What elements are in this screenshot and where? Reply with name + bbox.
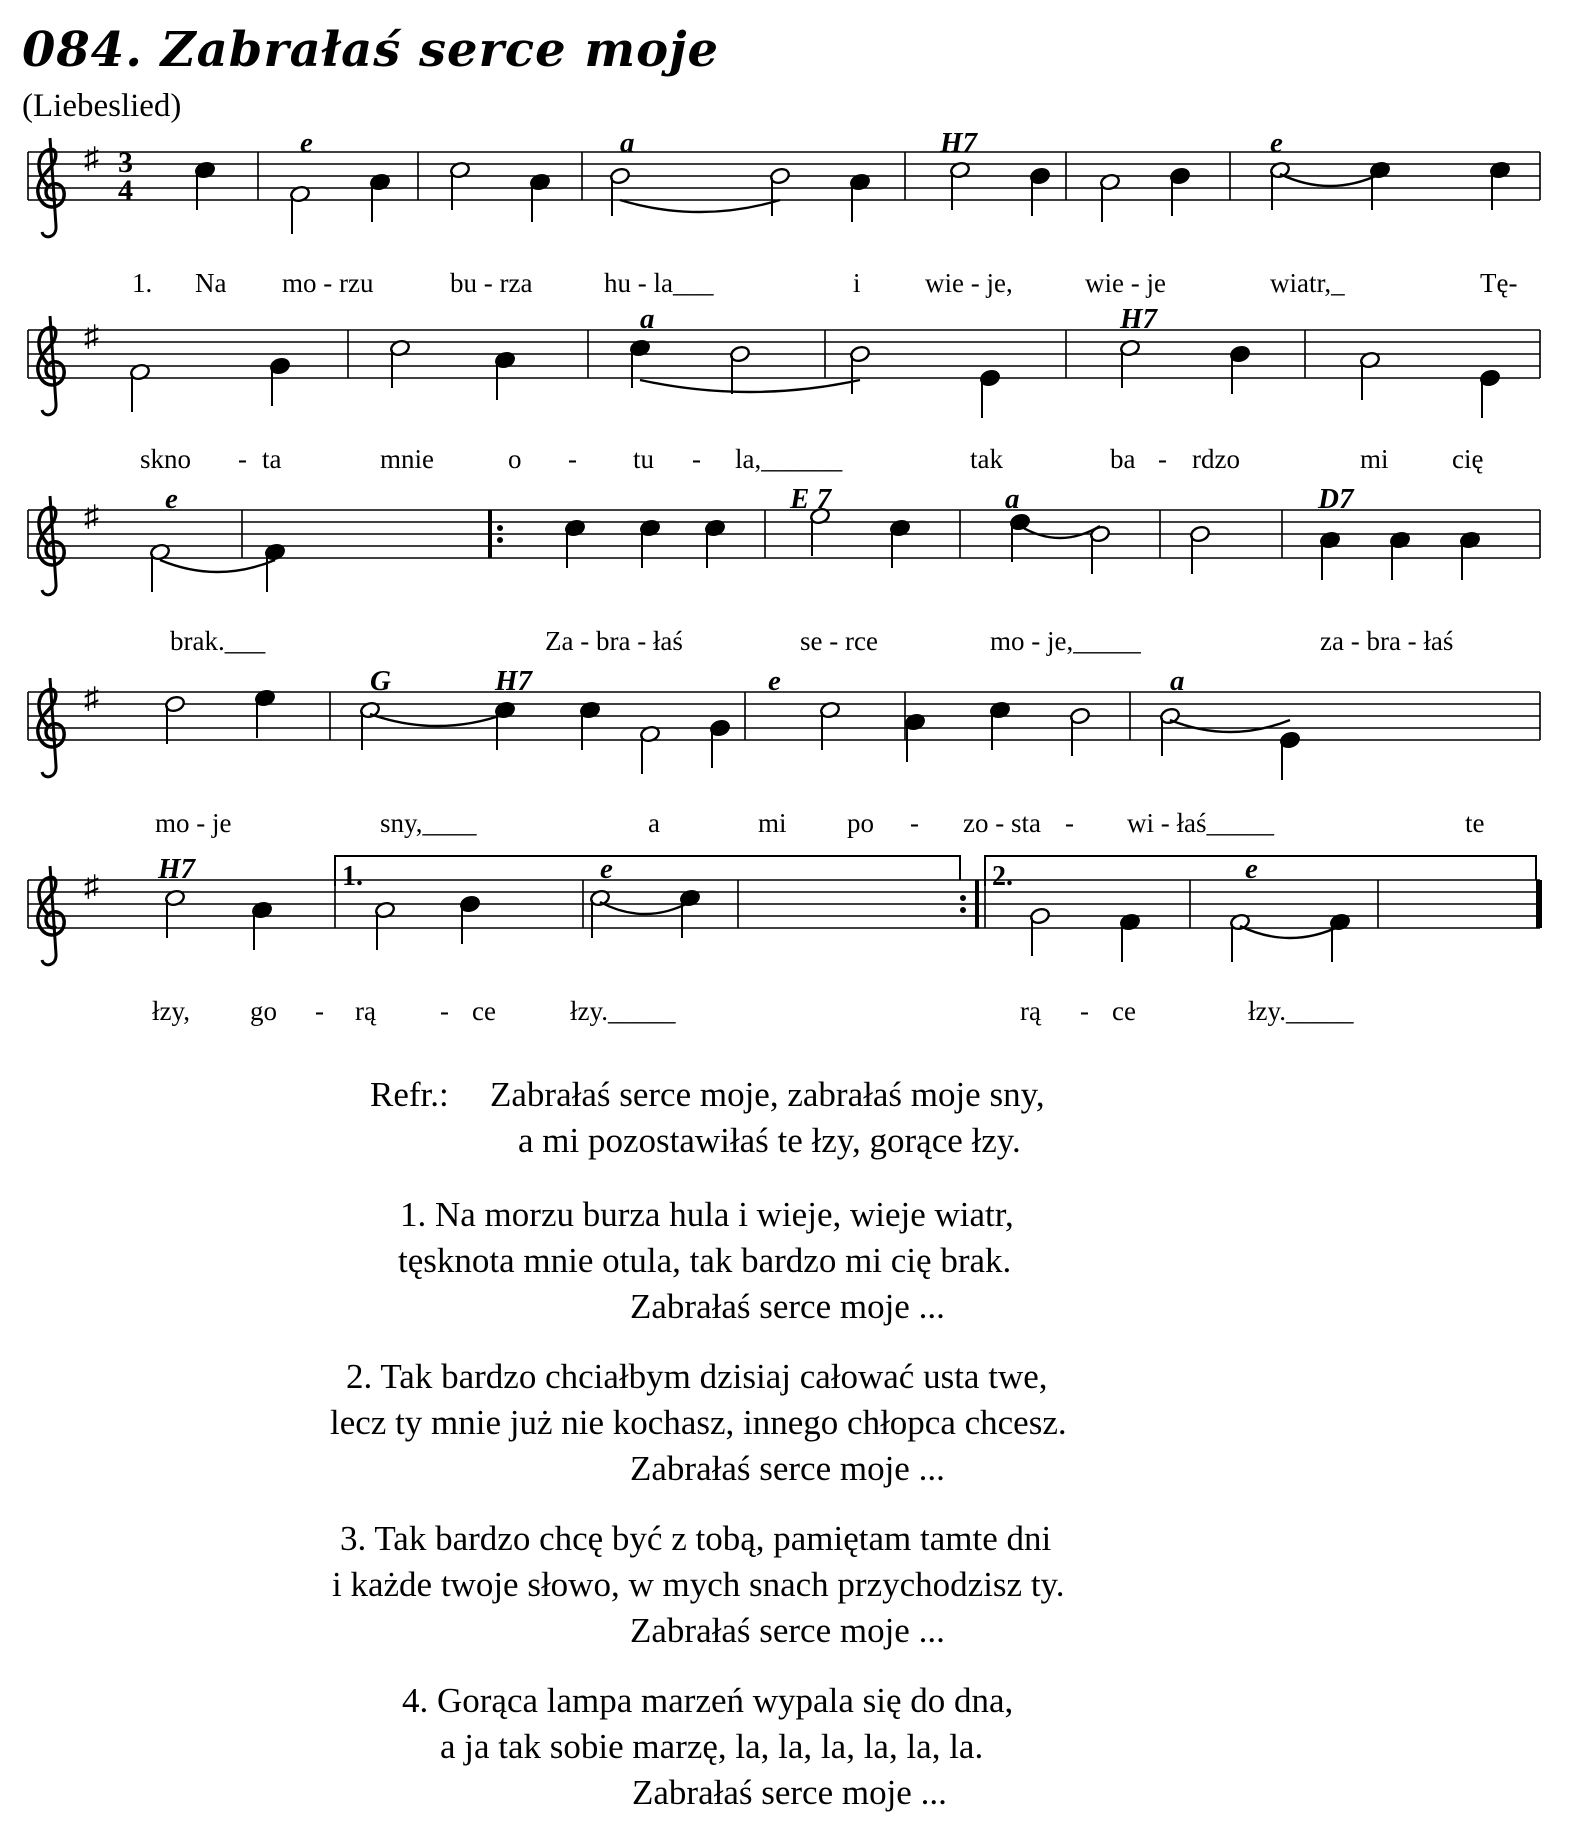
- lyric-syllable: o: [508, 444, 522, 474]
- verse-2-line-3: Zabrałaś serce moje ...: [630, 1449, 945, 1488]
- chord-symbol: D7: [1318, 483, 1354, 515]
- lyric-syllable: rą: [355, 996, 376, 1026]
- lyric-syllable: łzy._____: [1248, 996, 1354, 1026]
- chord-symbol: e: [300, 127, 313, 159]
- volta-2-bracket: [985, 856, 1536, 886]
- lyric-syllable: brak.___: [170, 626, 266, 656]
- lyric-syllable: wie - je: [1085, 268, 1166, 298]
- lyric-syllable: mo - je,_____: [990, 626, 1141, 656]
- lyric-syllable: -: [1080, 996, 1089, 1026]
- verse-1-line-2: tęsknota mnie otula, tak bardzo mi cię brak.: [398, 1241, 1012, 1280]
- lyric-syllable: -: [440, 996, 449, 1026]
- song-title: 084. Zabrałaś serce moje: [22, 22, 720, 78]
- lyric-syllable: -: [315, 996, 324, 1026]
- lyric-syllable: tu: [633, 444, 655, 474]
- lyric-syllable: ce: [1112, 996, 1136, 1026]
- key-signature-sharp: ♯: [84, 142, 99, 175]
- verse-4-line-3: Zabrałaś serce moje ...: [632, 1773, 947, 1812]
- song-subtitle: (Liebeslied): [22, 88, 182, 124]
- chord-symbol: a: [620, 127, 635, 159]
- lyric-syllable: rą: [1020, 996, 1041, 1026]
- time-signature-top: 3: [118, 146, 133, 179]
- lyric-syllable: zo - sta: [963, 808, 1041, 838]
- lyric-syllable: a: [648, 808, 660, 838]
- repeat-dot: [960, 895, 966, 901]
- tie: [640, 380, 860, 392]
- repeat-end-barline: [975, 880, 979, 928]
- key-signature-sharp: ♯: [84, 870, 99, 903]
- verse-1-line-1: 1. Na morzu burza hula i wieje, wieje wiatr,: [400, 1195, 1014, 1234]
- final-barline: [1536, 880, 1542, 928]
- tie: [620, 200, 780, 212]
- lyric-syllable: łzy,: [152, 996, 190, 1026]
- tie: [160, 560, 275, 572]
- volta-1-label: 1.: [342, 861, 363, 892]
- chord-symbol: a: [1170, 665, 1185, 697]
- chord-symbol: H7: [495, 665, 533, 697]
- key-signature-sharp: ♯: [84, 500, 99, 533]
- lyric-syllable: mnie: [380, 444, 434, 474]
- lyric-syllable: i: [853, 268, 861, 298]
- lyric-syllable: mi: [758, 808, 787, 838]
- lyric-syllable: se - rce: [800, 626, 878, 656]
- chord-symbol: a: [1005, 483, 1020, 515]
- chord-symbol: H7: [1120, 303, 1158, 335]
- lyric-syllable: wi - łaś_____: [1127, 808, 1274, 838]
- chord-symbol: a: [640, 303, 655, 335]
- lyric-syllable: za - bra - łaś: [1320, 626, 1454, 656]
- chord-symbol: e: [600, 853, 613, 885]
- verse-3-line-1: 3. Tak bardzo chcę być z tobą, pamiętam tamte dni: [340, 1519, 1052, 1558]
- staff-2: [28, 316, 1540, 415]
- lyric-syllable: la,______: [735, 444, 843, 474]
- verse-4-line-1: 4. Gorąca lampa marzeń wypala się do dna,: [402, 1681, 1014, 1720]
- chord-symbol: H7: [940, 127, 978, 159]
- tie: [1170, 720, 1290, 732]
- staff-3: [28, 496, 1540, 595]
- lyric-syllable: go: [250, 996, 277, 1026]
- key-signature-sharp: ♯: [84, 320, 99, 353]
- lyric-syllable: łzy._____: [570, 996, 676, 1026]
- lyric-syllable: ce: [472, 996, 496, 1026]
- lyric-syllable: sny,____: [380, 808, 477, 838]
- verse-4-line-2: a ja tak sobie marzę, la, la, la, la, la, la.: [440, 1727, 984, 1766]
- chord-symbol: e: [1270, 127, 1283, 159]
- lyric-syllable: -: [692, 444, 701, 474]
- chord-symbol: E 7: [790, 483, 832, 515]
- lyric-syllable: po: [847, 808, 874, 838]
- chord-symbol: e: [768, 665, 781, 697]
- lyric-syllable: -: [568, 444, 577, 474]
- chord-symbol: G: [370, 665, 391, 697]
- lyric-syllable: cię: [1452, 444, 1484, 474]
- verse-3-line-3: Zabrałaś serce moje ...: [630, 1611, 945, 1650]
- chord-symbol: e: [165, 483, 178, 515]
- repeat-dot: [497, 525, 503, 531]
- verse-2-line-1: 2. Tak bardzo chciałbym dzisiaj całować usta twe,: [346, 1357, 1048, 1396]
- verse-3-line-2: i każde twoje słowo, w mych snach przychodzisz ty.: [332, 1565, 1065, 1604]
- lyric-syllable: bu - rza: [450, 268, 533, 298]
- chord-symbol: H7: [158, 853, 196, 885]
- tie: [1020, 526, 1100, 538]
- lyric-syllable: 1.: [132, 268, 153, 298]
- lyric-syllable: ta: [262, 444, 282, 474]
- lyric-syllable: hu - la___: [604, 268, 714, 298]
- lyric-syllable: -: [1065, 808, 1074, 838]
- lyric-syllable: rdzo: [1192, 444, 1240, 474]
- refrain-line-2: a mi pozostawiłaś te łzy, gorące łzy.: [518, 1121, 1021, 1160]
- staff-1: [28, 138, 1540, 237]
- refrain-line-1: Zabrałaś serce moje, zabrałaś moje sny,: [490, 1075, 1045, 1114]
- repeat-dot: [497, 537, 503, 543]
- time-signature-bottom: 4: [118, 174, 133, 207]
- lyric-syllable: Na: [195, 268, 227, 298]
- verse-1-line-3: Zabrałaś serce moje ...: [630, 1287, 945, 1326]
- volta-2-label: 2.: [992, 861, 1013, 892]
- verse-2-line-2: lecz ty mnie już nie kochasz, innego chłopca chcesz.: [330, 1403, 1067, 1442]
- lyric-syllable: Za - bra - łaś: [545, 626, 683, 656]
- lyric-syllable: mo - je: [155, 808, 232, 838]
- repeat-start-barline: [488, 510, 492, 558]
- lyric-syllable: mo - rzu: [282, 268, 374, 298]
- lyric-syllable: wie - je,: [925, 268, 1013, 298]
- refrain-label: Refr.:: [370, 1075, 449, 1114]
- staff-4: [28, 678, 1540, 777]
- lyric-syllable: te: [1465, 808, 1485, 838]
- lyric-syllable: skno: [140, 444, 192, 474]
- volta-1-bracket: [335, 856, 960, 886]
- lyric-syllable: -: [910, 808, 919, 838]
- chord-symbol: e: [1245, 853, 1258, 885]
- lyric-syllable: Tę-: [1480, 268, 1518, 298]
- lyric-syllable: wiatr,_: [1270, 268, 1345, 298]
- repeat-dot: [960, 907, 966, 913]
- lyric-syllable: -: [238, 444, 247, 474]
- lyric-syllable: -: [1158, 444, 1167, 474]
- key-signature-sharp: ♯: [84, 682, 99, 715]
- lyric-syllable: tak: [970, 444, 1003, 474]
- lyric-syllable: mi: [1360, 444, 1389, 474]
- lyric-syllable: ba: [1110, 444, 1136, 474]
